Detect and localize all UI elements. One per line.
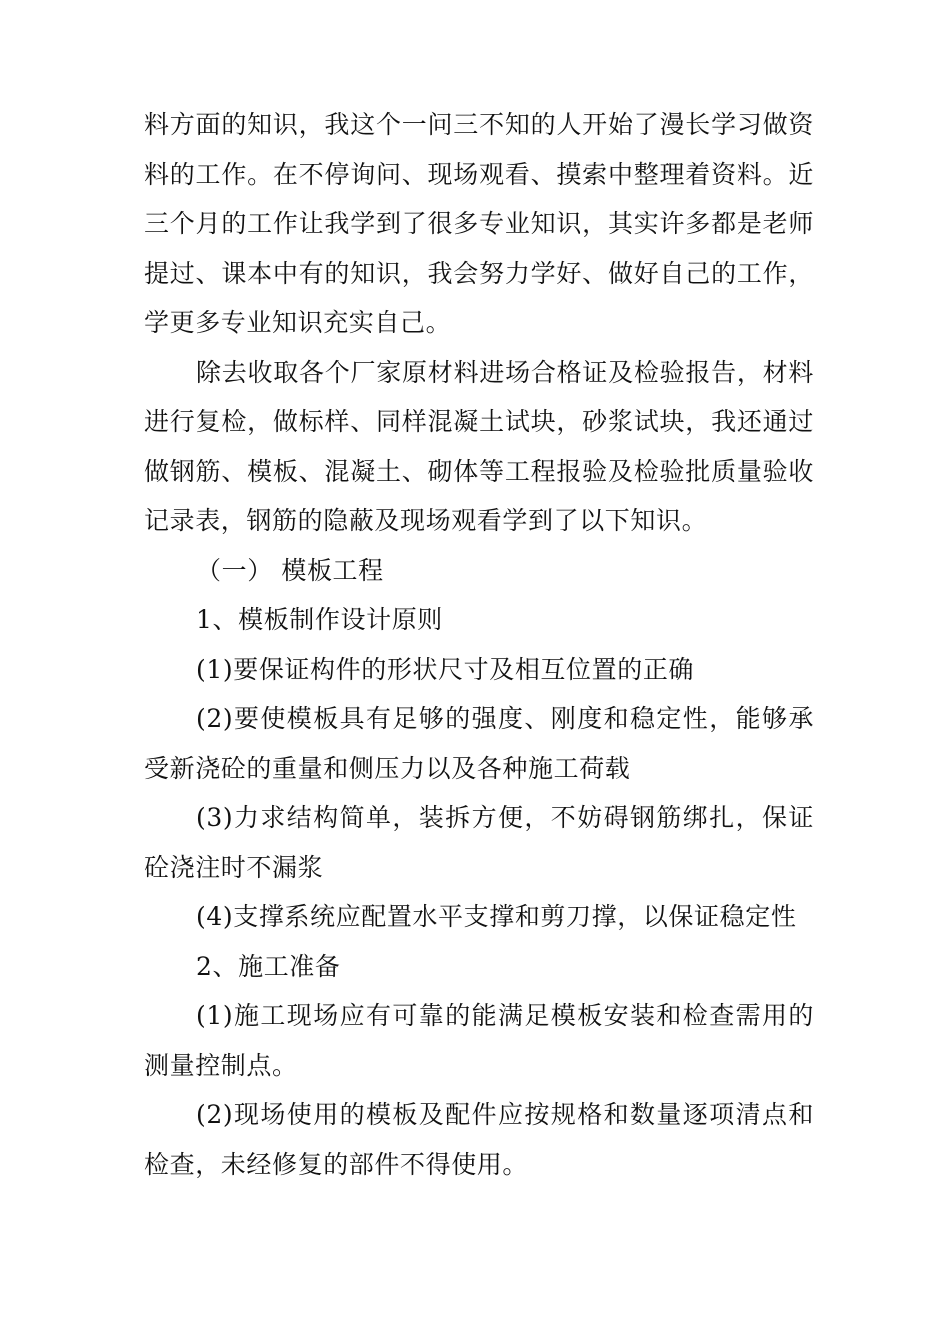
list-item-principle-2: (2)要使模板具有足够的强度、刚度和稳定性，能够承受新浇砼的重量和侧压力以及各种施工荷载 bbox=[144, 704, 814, 783]
list-item-preparation-2: (2)现场使用的模板及配件应按规格和数量逐项清点和检查，未经修复的部件不得使用。 bbox=[144, 1100, 814, 1179]
paragraph-materials: 除去收取各个厂家原材料进场合格证及检验报告，材料进行复检，做标样、同样混凝土试块，砂浆试块，我还通过做钢筋、模板、混凝土、砌体等工程报验及检验批质量验收记录表，钢筋的隐蔽及现场观看学到了以下知识。 bbox=[144, 357, 814, 535]
list-item-preparation-1: (1)施工现场应有可靠的能满足模板安装和检查需用的测量控制点。 bbox=[144, 1001, 814, 1080]
subsection-heading-preparation: 2、施工准备 bbox=[196, 951, 341, 981]
document-body bbox=[144, 100, 814, 1189]
list-item-principle-1: (1)要保证构件的形状尺寸及相互位置的正确 bbox=[196, 654, 695, 684]
list-item-principle-4: (4)支撑系统应配置水平支撑和剪刀撑，以保证稳定性 bbox=[196, 902, 797, 931]
paragraph-continued: 料方面的知识，我这个一问三不知的人开始了漫长学习做资料的工作。在不停询问、现场观看、摸索中整理着资料。近三个月的工作让我学到了很多专业知识，其实许多都是老师提过、课本中有的知识，我会努力学好、做好自己的工作，学更多专业知识充实自己。 bbox=[144, 110, 814, 337]
list-item-principle-3: (3)力求结构简单，装拆方便，不妨碍钢筋绑扎，保证砼浇注时不漏浆 bbox=[144, 803, 814, 882]
subsection-heading-design-principles: 1、模板制作设计原则 bbox=[196, 605, 443, 634]
section-heading-formwork: （一） 模板工程 bbox=[196, 555, 384, 585]
